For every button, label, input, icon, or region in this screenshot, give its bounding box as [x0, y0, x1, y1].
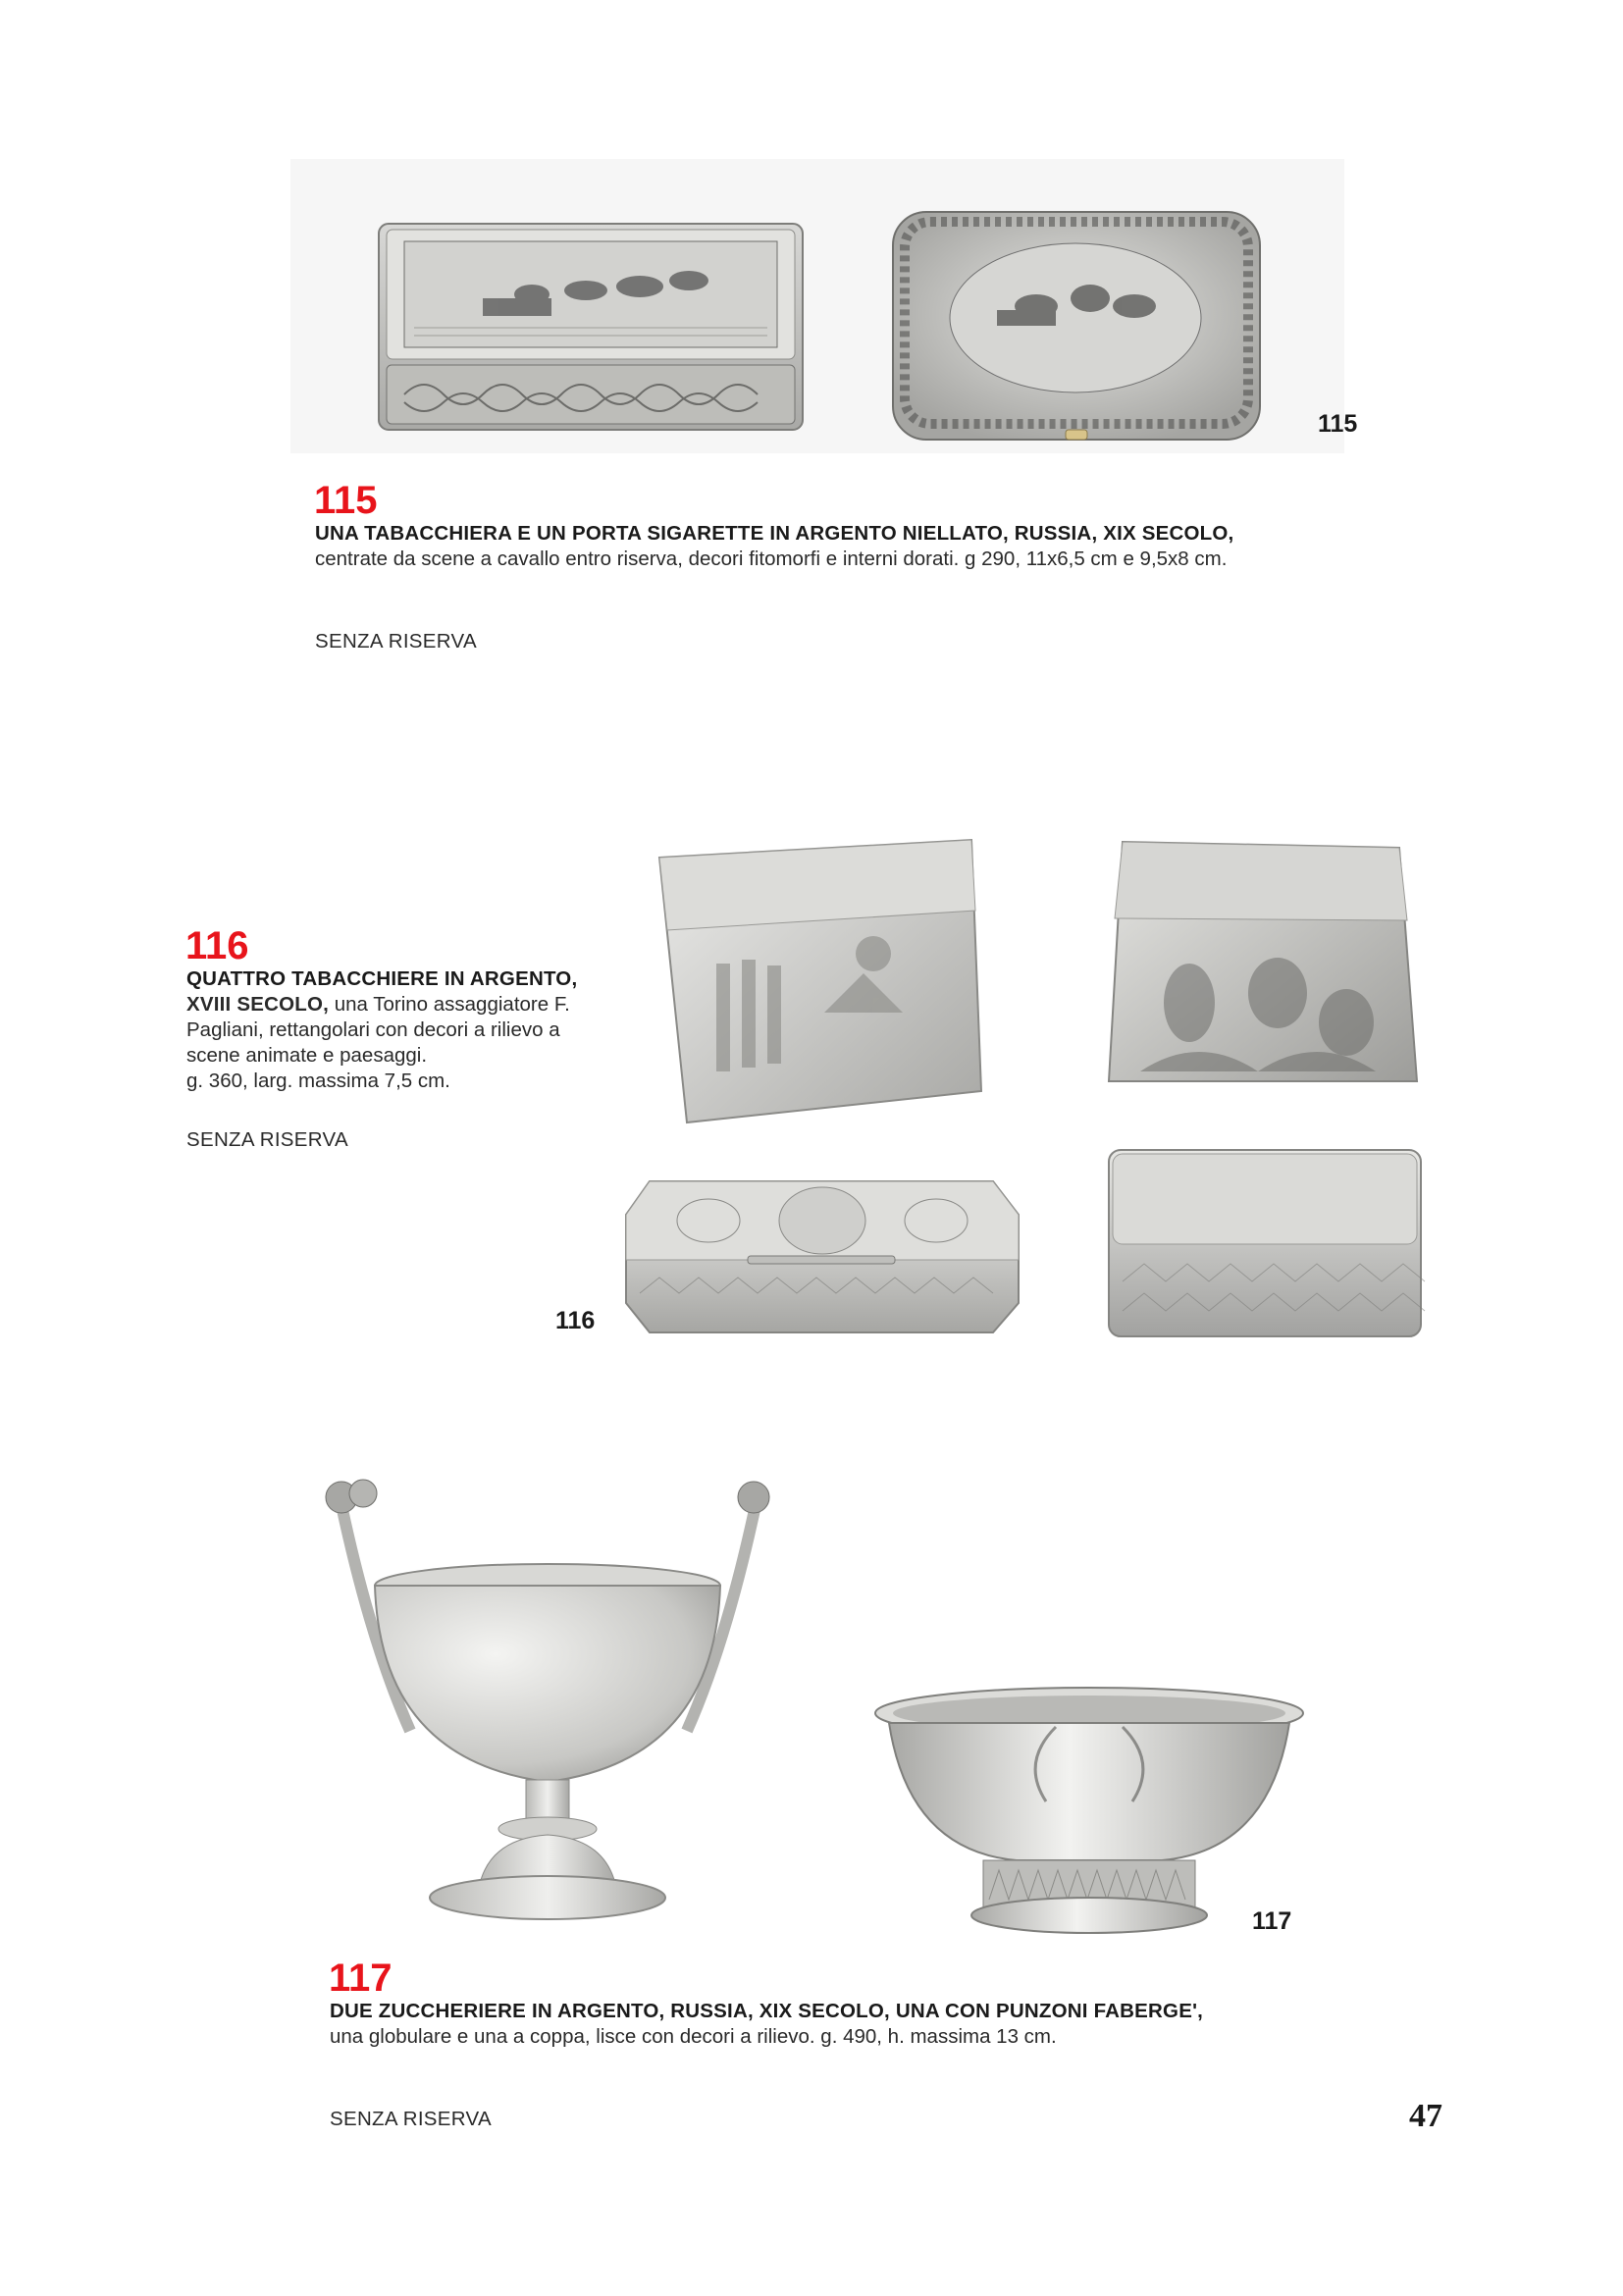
snuff-box-figures-image: [1101, 836, 1421, 1093]
globular-sugar-bowl-image: [312, 1476, 783, 1943]
cup-sugar-bowl-image: [869, 1684, 1309, 1943]
lot-117-reserve: SENZA RISERVA: [330, 2108, 492, 2130]
lot-115-description: centrate da scene a cavallo entro riserva, decori fitomorfi e interni dorati. g 290, 11x6,5 cm e 9,5x8 cm.: [315, 548, 1228, 570]
page-number: 47: [1409, 2098, 1442, 2134]
lot-115-reserve: SENZA RISERVA: [315, 630, 477, 652]
snuff-box-engraved-rect-image: [1103, 1144, 1427, 1340]
lot-116-desc-line3: g. 360, larg. massima 7,5 cm.: [186, 1070, 450, 1092]
lot-116-reserve: SENZA RISERVA: [186, 1128, 348, 1151]
lot-117-photo-label: 117: [1252, 1907, 1292, 1935]
lot-116-photo-label: 116: [555, 1307, 596, 1334]
lot-116-title-line2-rest: una Torino assaggiatore F.: [329, 993, 570, 1016]
lot-116-desc-line1: Pagliani, rettangolari con decori a rilievo a: [186, 1018, 560, 1041]
snuff-box-ruins-image: [648, 836, 991, 1130]
lot-117-description: una globulare e una a coppa, lisce con decori a rilievo. g. 490, h. massima 13 cm.: [330, 2025, 1057, 2048]
niello-cigarette-case-image: [889, 208, 1264, 447]
lot-116-title-line1: QUATTRO TABACCHIERE IN ARGENTO,: [186, 967, 578, 990]
lot-116-desc-line2: scene animate e paesaggi.: [186, 1044, 428, 1067]
lot-115-photo-label: 115: [1318, 410, 1358, 438]
niello-snuff-box-image: [375, 220, 807, 434]
snuff-box-engraved-octagonal-image: [620, 1175, 1024, 1338]
lot-116-title-line2: [186, 993, 570, 1017]
lot-117-title: DUE ZUCCHERIERE IN ARGENTO, RUSSIA, XIX SECOLO, UNA CON PUNZONI FABERGE',: [330, 2000, 1204, 2022]
lot-115-photo: [290, 159, 1344, 453]
lot-117-number: 117: [329, 1957, 393, 2000]
lot-115-number: 115: [314, 479, 378, 522]
lot-116-number: 116: [185, 924, 249, 967]
lot-116-title-line2-bold: XVIII SECOLO,: [186, 993, 329, 1016]
lot-115-title: UNA TABACCHIERA E UN PORTA SIGARETTE IN ARGENTO NIELLATO, RUSSIA, XIX SECOLO,: [315, 522, 1234, 545]
